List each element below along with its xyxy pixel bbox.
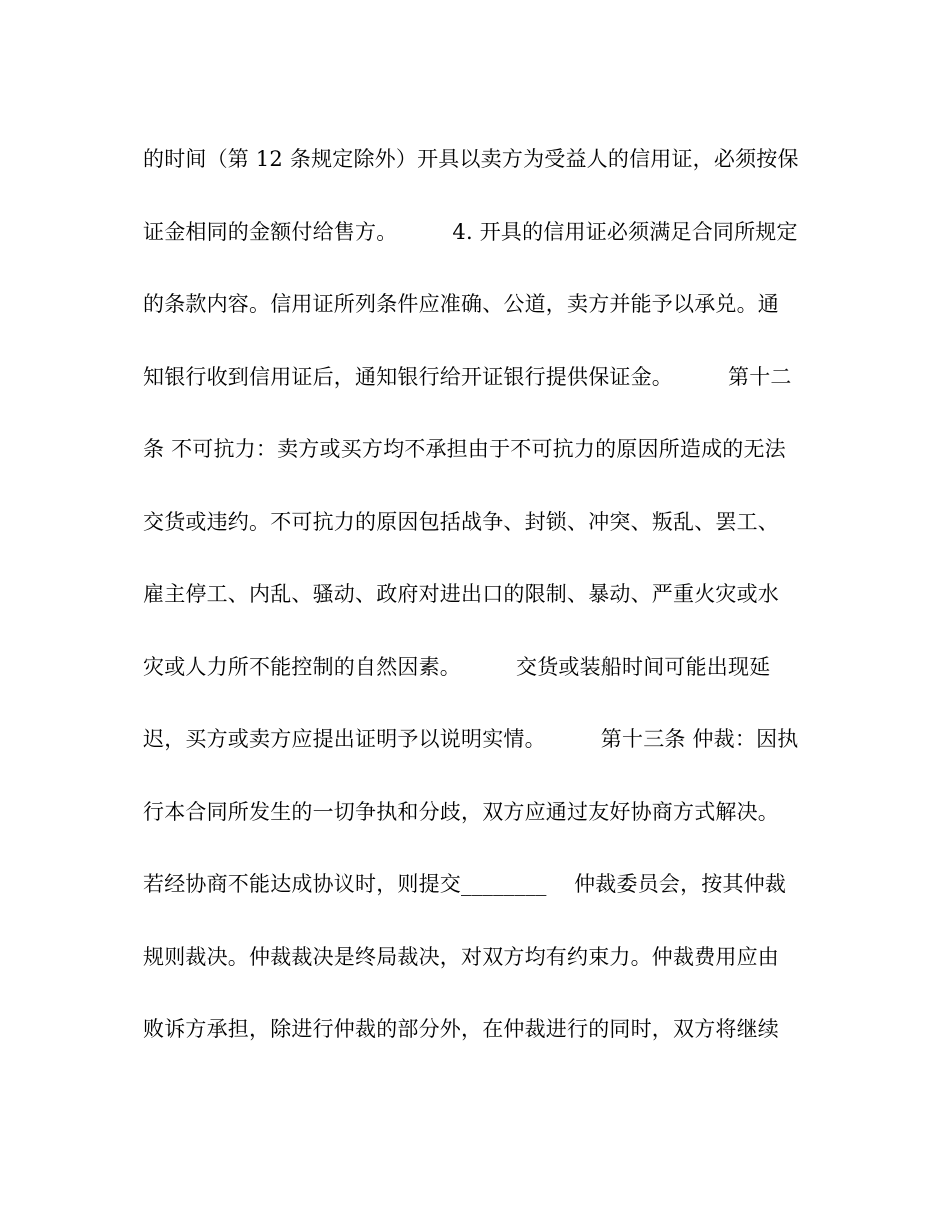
contract-body-text: [143, 138, 813, 1081]
text-line-2: 证金相同的金额付给售方。 4. 开具的信用证必须满足合同所规定: [143, 219, 798, 244]
text-line-5: 条 不可抗力：卖方或买方均不承担由于不可抗力的原因所造成的无法: [143, 437, 786, 461]
text-line-6: 交货或违约。不可抗力的原因包括战争、封锁、冲突、叛乱、罢工、: [143, 509, 779, 534]
text-line-1: 的时间（第 12 条规定除外）开具以卖方为受益人的信用证，必须按保: [143, 147, 799, 171]
text-line-3: 的条款内容。信用证所列条件应准确、公道，卖方并能予以承兑。通: [143, 292, 779, 316]
text-line-13: 败诉方承担，除进行仲裁的部分外，在仲裁进行的同时，双方将继续: [143, 1017, 779, 1041]
text-line-7: 雇主停工、内乱、骚动、政府对进出口的限制、暴动、严重火灾或水: [143, 582, 779, 606]
text-line-11: 若经协商不能达成协议时，则提交________ 仲裁委员会，按其仲裁: [143, 872, 787, 896]
text-line-9: 迟，买方或卖方应提出证明予以说明实情。 第十三条 仲裁：因执: [143, 727, 799, 751]
text-line-10: 行本合同所发生的一切争执和分歧，双方应通过友好协商方式解决。: [143, 799, 779, 824]
text-line-4: 知银行收到信用证后，通知银行给开证银行提供保证金。 第十二: [143, 364, 792, 389]
text-line-12: 规则裁决。仲裁裁决是终局裁决，对双方均有约束力。仲裁费用应由: [143, 944, 779, 969]
text-line-8: 灾或人力所不能控制的自然因素。 交货或装船时间可能出现延: [143, 654, 771, 679]
